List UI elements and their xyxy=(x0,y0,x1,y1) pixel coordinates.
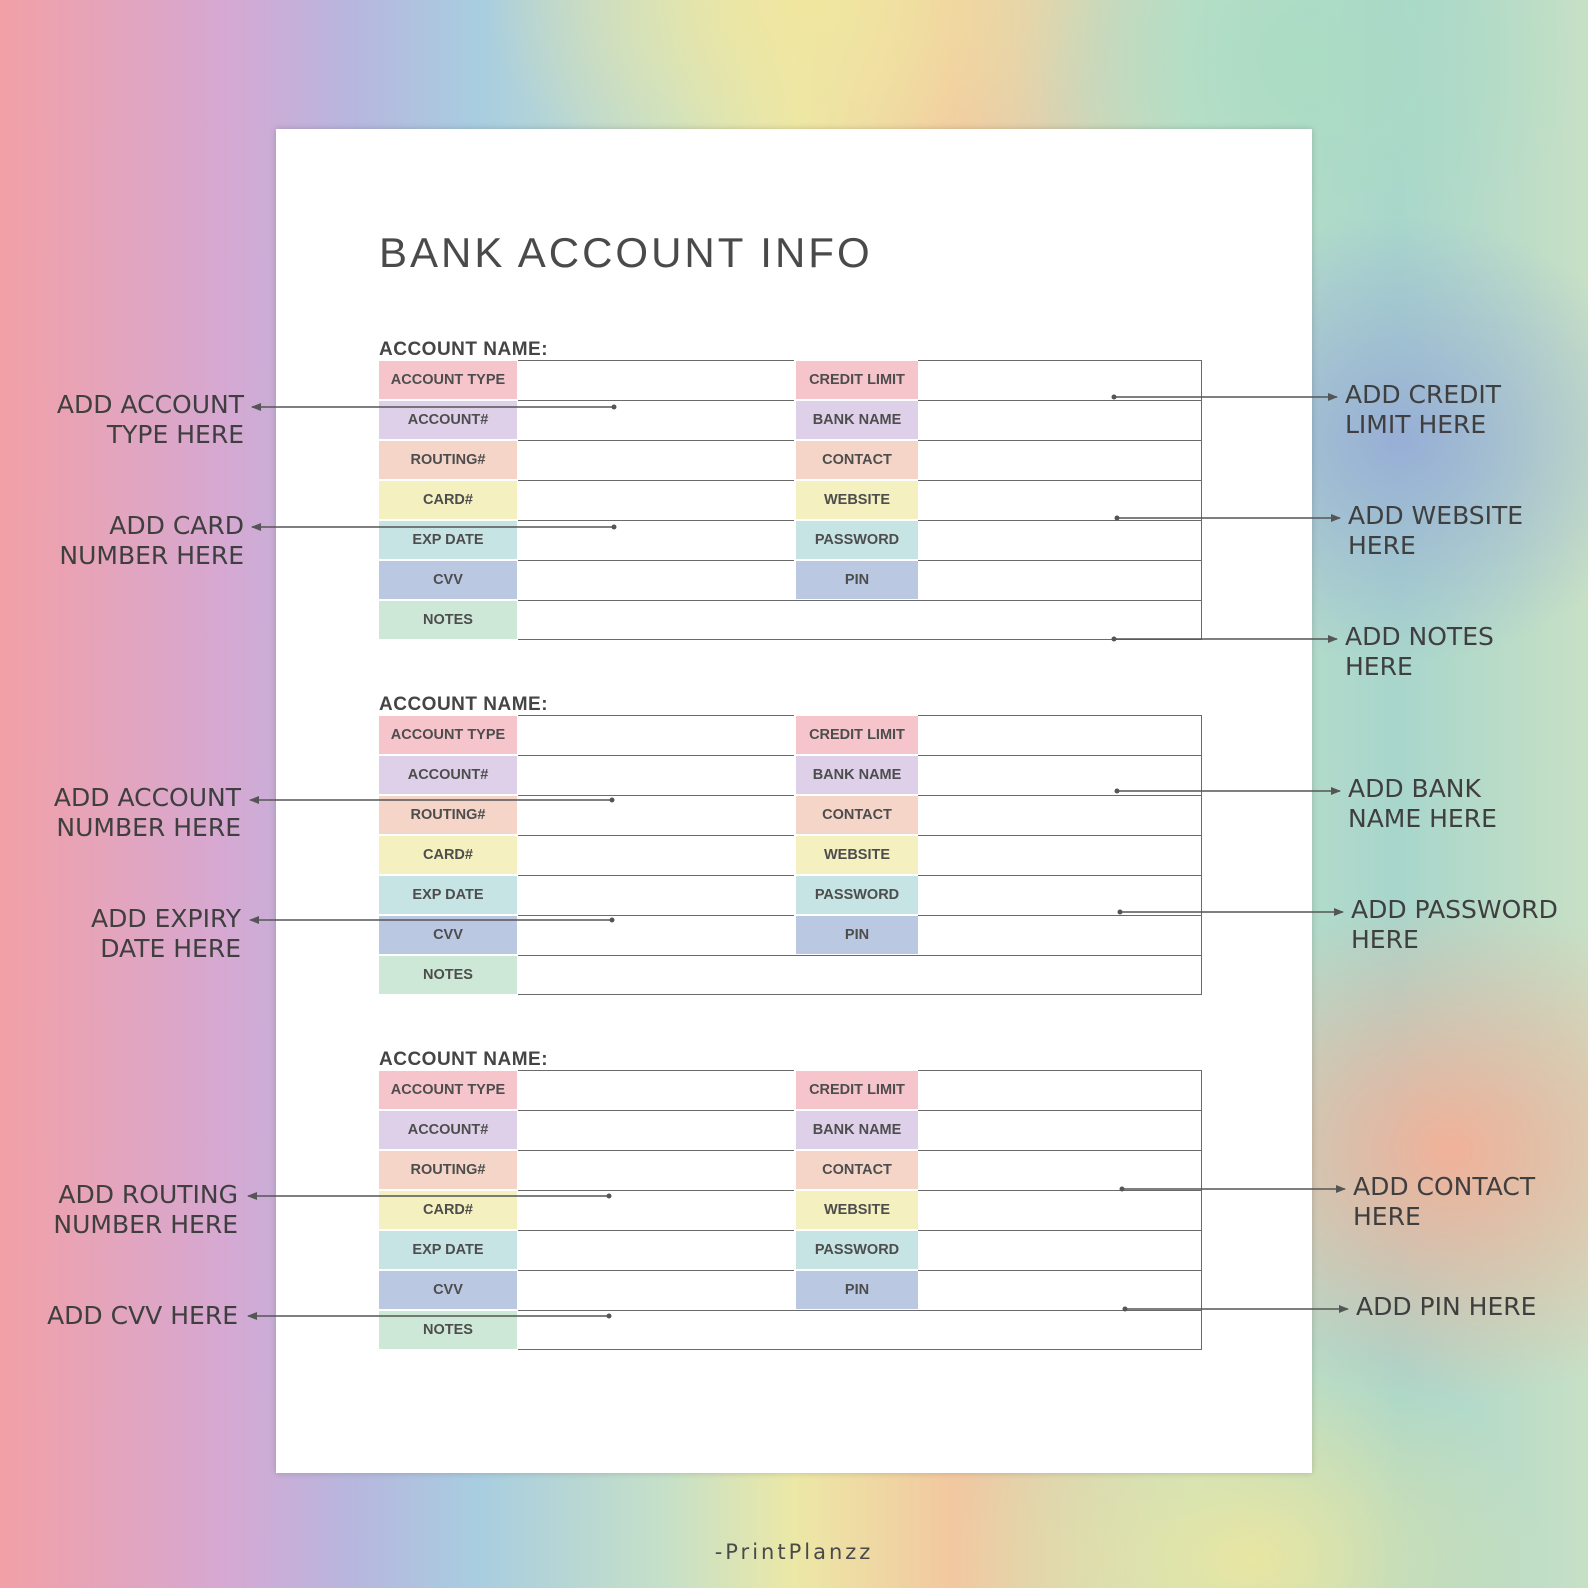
cvv-label: CVV xyxy=(379,1271,517,1309)
callout-website: ADD WEBSITE HERE xyxy=(1348,501,1524,560)
password-field[interactable] xyxy=(918,1230,1202,1270)
contact-label: CONTACT xyxy=(796,441,918,479)
callout-credit-limit: ADD CREDIT LIMIT HERE xyxy=(1345,380,1502,439)
contact-label: CONTACT xyxy=(796,796,918,834)
account-section xyxy=(379,339,1209,629)
account-section xyxy=(379,694,1209,984)
account-name-label: ACCOUNT NAME: xyxy=(379,694,549,715)
table-row xyxy=(379,955,1209,995)
cvv-label: CVV xyxy=(379,916,517,954)
website-label: WEBSITE xyxy=(796,836,918,874)
callout-pin: ADD PIN HERE xyxy=(1356,1292,1537,1321)
credit-limit-field[interactable] xyxy=(918,360,1202,400)
account-type-label: ACCOUNT TYPE xyxy=(379,361,517,399)
card-label: CARD# xyxy=(379,836,517,874)
card-field[interactable] xyxy=(518,480,794,520)
password-label: PASSWORD xyxy=(796,876,918,914)
exp-date-label: EXP DATE xyxy=(379,1231,517,1269)
account-type-label: ACCOUNT TYPE xyxy=(379,716,517,754)
notes-label: NOTES xyxy=(379,956,517,994)
table-row xyxy=(379,835,1209,875)
table-row xyxy=(379,360,1209,400)
website-field[interactable] xyxy=(918,835,1202,875)
card-field[interactable] xyxy=(518,835,794,875)
password-label: PASSWORD xyxy=(796,1231,918,1269)
table-row xyxy=(379,1270,1209,1310)
table-row xyxy=(379,795,1209,835)
account-table xyxy=(379,360,1209,640)
table-row xyxy=(379,875,1209,915)
table-row xyxy=(379,715,1209,755)
pin-label: PIN xyxy=(796,561,918,599)
table-row xyxy=(379,755,1209,795)
exp-date-field[interactable] xyxy=(518,1230,794,1270)
routing-field[interactable] xyxy=(518,795,794,835)
account-section xyxy=(379,1049,1209,1339)
pin-field[interactable] xyxy=(918,560,1202,600)
exp-date-label: EXP DATE xyxy=(379,876,517,914)
callout-expiry-date: ADD EXPIRY DATE HERE xyxy=(91,904,241,963)
table-row xyxy=(379,600,1209,640)
callout-contact: ADD CONTACT HERE xyxy=(1353,1172,1536,1231)
notes-field[interactable] xyxy=(518,955,1202,995)
credit-limit-label: CREDIT LIMIT xyxy=(796,716,918,754)
pin-field[interactable] xyxy=(918,1270,1202,1310)
exp-date-label: EXP DATE xyxy=(379,521,517,559)
table-row xyxy=(379,915,1209,955)
website-field[interactable] xyxy=(918,480,1202,520)
routing-label: ROUTING# xyxy=(379,796,517,834)
pin-field[interactable] xyxy=(918,915,1202,955)
password-label: PASSWORD xyxy=(796,521,918,559)
bank-name-field[interactable] xyxy=(918,1110,1202,1150)
callout-cvv: ADD CVV HERE xyxy=(47,1301,238,1330)
routing-label: ROUTING# xyxy=(379,441,517,479)
table-row xyxy=(379,520,1209,560)
exp-date-field[interactable] xyxy=(518,875,794,915)
account-name-label: ACCOUNT NAME: xyxy=(379,1049,549,1070)
credit-limit-field[interactable] xyxy=(918,715,1202,755)
pin-label: PIN xyxy=(796,1271,918,1309)
table-row xyxy=(379,1230,1209,1270)
callout-routing-number: ADD ROUTING NUMBER HERE xyxy=(53,1180,238,1239)
password-field[interactable] xyxy=(918,520,1202,560)
bank-name-label: BANK NAME xyxy=(796,756,918,794)
notes-field[interactable] xyxy=(518,600,1202,640)
table-row xyxy=(379,400,1209,440)
worksheet-page xyxy=(276,129,1312,1473)
routing-field[interactable] xyxy=(518,440,794,480)
account-number-field[interactable] xyxy=(518,755,794,795)
account-table xyxy=(379,715,1209,995)
routing-label: ROUTING# xyxy=(379,1151,517,1189)
contact-field[interactable] xyxy=(918,1150,1202,1190)
table-row xyxy=(379,1190,1209,1230)
credit-limit-label: CREDIT LIMIT xyxy=(796,361,918,399)
account-number-field[interactable] xyxy=(518,400,794,440)
password-field[interactable] xyxy=(918,875,1202,915)
account-type-field[interactable] xyxy=(518,1070,794,1110)
cvv-label: CVV xyxy=(379,561,517,599)
callout-card-number: ADD CARD NUMBER HERE xyxy=(59,511,244,570)
credit-limit-field[interactable] xyxy=(918,1070,1202,1110)
routing-field[interactable] xyxy=(518,1150,794,1190)
callout-bank-name: ADD BANK NAME HERE xyxy=(1348,774,1497,833)
credit-limit-label: CREDIT LIMIT xyxy=(796,1071,918,1109)
pin-label: PIN xyxy=(796,916,918,954)
callout-account-type: ADD ACCOUNT TYPE HERE xyxy=(56,390,244,449)
page-title: BANK ACCOUNT INFO xyxy=(379,229,873,276)
bank-name-label: BANK NAME xyxy=(796,1111,918,1149)
notes-field[interactable] xyxy=(518,1310,1202,1350)
notes-label: NOTES xyxy=(379,601,517,639)
account-type-label: ACCOUNT TYPE xyxy=(379,1071,517,1109)
website-label: WEBSITE xyxy=(796,1191,918,1229)
cvv-field[interactable] xyxy=(518,560,794,600)
exp-date-field[interactable] xyxy=(518,520,794,560)
contact-label: CONTACT xyxy=(796,1151,918,1189)
notes-label: NOTES xyxy=(379,1311,517,1349)
table-row xyxy=(379,480,1209,520)
table-row xyxy=(379,1310,1209,1350)
bank-name-label: BANK NAME xyxy=(796,401,918,439)
table-row xyxy=(379,440,1209,480)
table-row xyxy=(379,1110,1209,1150)
account-type-field[interactable] xyxy=(518,360,794,400)
card-field[interactable] xyxy=(518,1190,794,1230)
account-table xyxy=(379,1070,1209,1350)
account-type-field[interactable] xyxy=(518,715,794,755)
account-name-label: ACCOUNT NAME: xyxy=(379,339,549,360)
callout-account-number: ADD ACCOUNT NUMBER HERE xyxy=(53,783,241,842)
account-number-field[interactable] xyxy=(518,1110,794,1150)
website-label: WEBSITE xyxy=(796,481,918,519)
table-row xyxy=(379,1070,1209,1110)
card-label: CARD# xyxy=(379,1191,517,1229)
account-number-label: ACCOUNT# xyxy=(379,1111,517,1149)
bank-name-field[interactable] xyxy=(918,755,1202,795)
card-label: CARD# xyxy=(379,481,517,519)
cvv-field[interactable] xyxy=(518,1270,794,1310)
cvv-field[interactable] xyxy=(518,915,794,955)
table-row xyxy=(379,560,1209,600)
contact-field[interactable] xyxy=(918,795,1202,835)
brand-signature: -PrintPlanzz xyxy=(714,1540,874,1564)
website-field[interactable] xyxy=(918,1190,1202,1230)
callout-notes: ADD NOTES HERE xyxy=(1345,622,1494,681)
bank-name-field[interactable] xyxy=(918,400,1202,440)
account-number-label: ACCOUNT# xyxy=(379,756,517,794)
contact-field[interactable] xyxy=(918,440,1202,480)
callout-password: ADD PASSWORD HERE xyxy=(1351,895,1558,954)
account-number-label: ACCOUNT# xyxy=(379,401,517,439)
table-row xyxy=(379,1150,1209,1190)
